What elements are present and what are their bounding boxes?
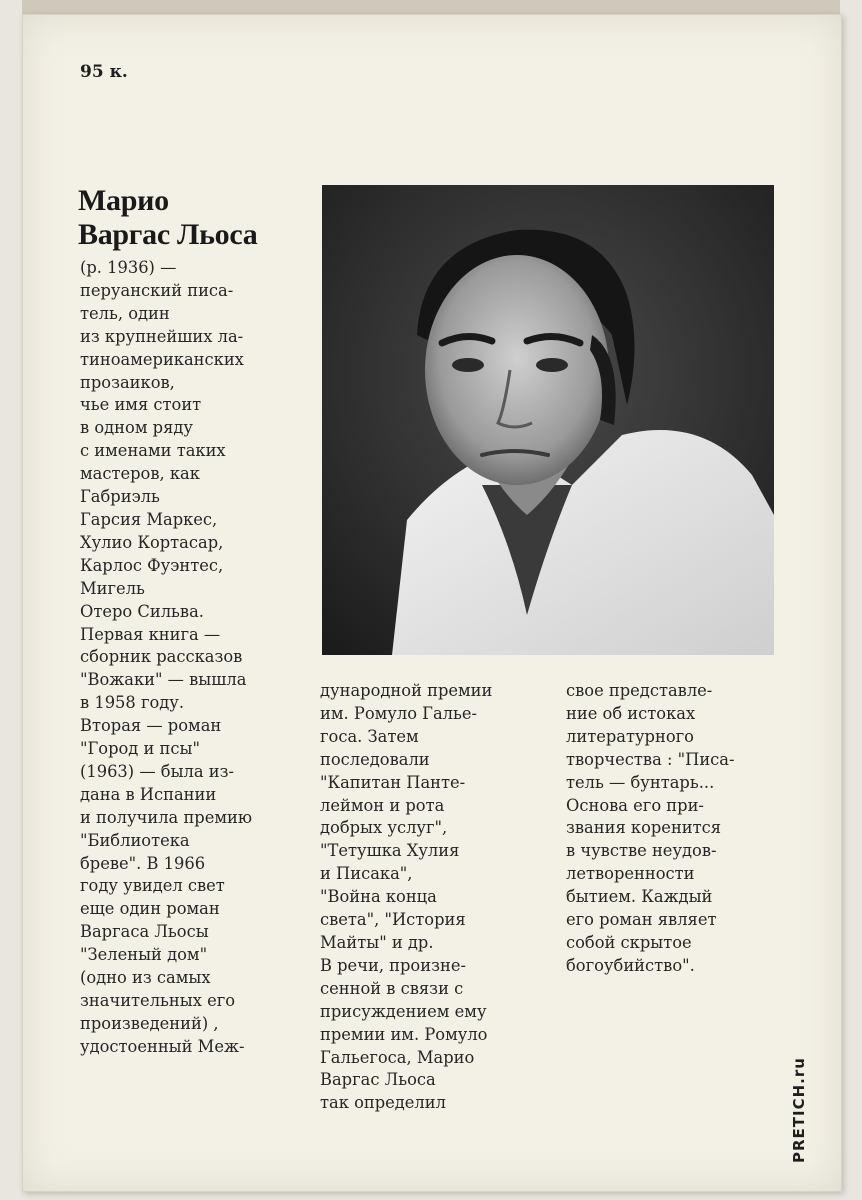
author-name (78, 184, 257, 252)
bio-line: в чувстве неудов- (566, 841, 717, 861)
bio-line: света", "История (320, 910, 466, 930)
bio-line: и Писака", (320, 864, 413, 884)
bio-line: в одном ряду (80, 418, 193, 438)
bio-line: "Библиотека (80, 830, 190, 850)
bio-line: творчества : "Писа- (566, 749, 735, 769)
bio-line: леймон и рота (320, 795, 445, 815)
bio-line: Варгас Льоса (320, 1070, 436, 1090)
bio-line: премии им. Ромуло (320, 1024, 488, 1044)
bio-line: "Вожаки" — вышла (80, 670, 247, 690)
bio-line: "Тетушка Хулия (320, 841, 460, 861)
bio-line: добрых услуг", (320, 818, 448, 838)
bio-column-1 (80, 257, 252, 1059)
bio-line: (р. 1936) — (80, 258, 177, 277)
bio-line: еще один роман (80, 899, 220, 919)
bio-line: "Зеленый дом" (80, 945, 208, 965)
bio-line: мастеров, как (80, 464, 200, 484)
bio-line: Вторая — роман (80, 716, 222, 736)
bio-line: Мигель (80, 578, 145, 598)
bio-line: звания коренится (566, 818, 722, 838)
author-first-name: Марио (78, 184, 169, 217)
bio-line: Габриэль (80, 487, 160, 507)
bio-line: так определил (320, 1093, 446, 1113)
bio-line: богоубийство". (566, 955, 695, 975)
bio-line: Гарсия Маркес, (80, 509, 218, 529)
bio-line: присуждением ему (320, 1001, 487, 1021)
bio-line: В речи, произне- (320, 955, 466, 975)
bio-line: Гальегоса, Марио (320, 1047, 475, 1067)
bio-line: госа. Затем (320, 726, 419, 746)
bio-line: Основа его при- (566, 795, 704, 815)
bio-line: летворенности (566, 864, 695, 884)
bio-line: из крупнейших ла- (80, 326, 244, 346)
bio-line: собой скрытое (566, 932, 692, 952)
bio-line: Первая книга — (80, 624, 221, 644)
bio-line: ние об истоках (566, 703, 696, 723)
bio-line: с именами таких (80, 441, 226, 461)
author-photo (322, 185, 774, 655)
bio-line: сенной в связи с (320, 978, 464, 998)
bio-line: удостоенный Меж- (80, 1036, 245, 1056)
bio-column-2 (320, 680, 492, 1115)
bio-line: чье имя стоит (80, 395, 202, 415)
bio-line: литературного (566, 726, 694, 746)
bio-line: и получила премию (80, 807, 253, 827)
bio-line: произведений) , (80, 1013, 219, 1033)
bio-line: "Город и псы" (80, 739, 200, 759)
bio-line: "Война конца (320, 887, 437, 907)
bio-line: тель — бунтарь... (566, 772, 715, 792)
bio-line: дана в Испании (80, 784, 217, 804)
bio-line: Хулио Кортасар, (80, 532, 224, 552)
site-watermark: PRETICH.ru (790, 1057, 808, 1163)
price-label: 95 к. (80, 62, 128, 82)
author-last-name: Варгас Льоса (78, 218, 258, 251)
bio-line: перуанский писа- (80, 280, 234, 300)
bio-line: им. Ромуло Галье- (320, 703, 478, 723)
bio-line: Майты" и др. (320, 932, 434, 952)
bio-column-3 (566, 680, 735, 978)
bio-line: (1963) — была из- (80, 761, 234, 781)
bio-line: тель, один (80, 303, 170, 323)
bio-line: прозаиков, (80, 372, 175, 392)
author-portrait-image (322, 185, 774, 655)
bio-line: Варгаса Льосы (80, 922, 209, 942)
bio-line: Карлос Фуэнтес, (80, 555, 224, 575)
bio-line: бытием. Каждый (566, 887, 713, 907)
bio-line: свое представле- (566, 681, 713, 700)
bio-line: в 1958 году. (80, 693, 185, 713)
bio-line: последовали (320, 749, 430, 769)
bio-line: "Капитан Панте- (320, 772, 466, 792)
bio-line: его роман являет (566, 910, 717, 930)
bio-line: Отеро Сильва. (80, 601, 204, 621)
bio-line: (одно из самых (80, 968, 211, 988)
bio-line: сборник рассказов (80, 647, 243, 667)
bio-line: бреве". В 1966 (80, 853, 206, 873)
bio-line: году увидел свет (80, 876, 225, 896)
bio-line: значительных его (80, 991, 236, 1010)
bio-line: дународной премии (320, 681, 493, 700)
bio-line: тиноамериканских (80, 349, 244, 369)
